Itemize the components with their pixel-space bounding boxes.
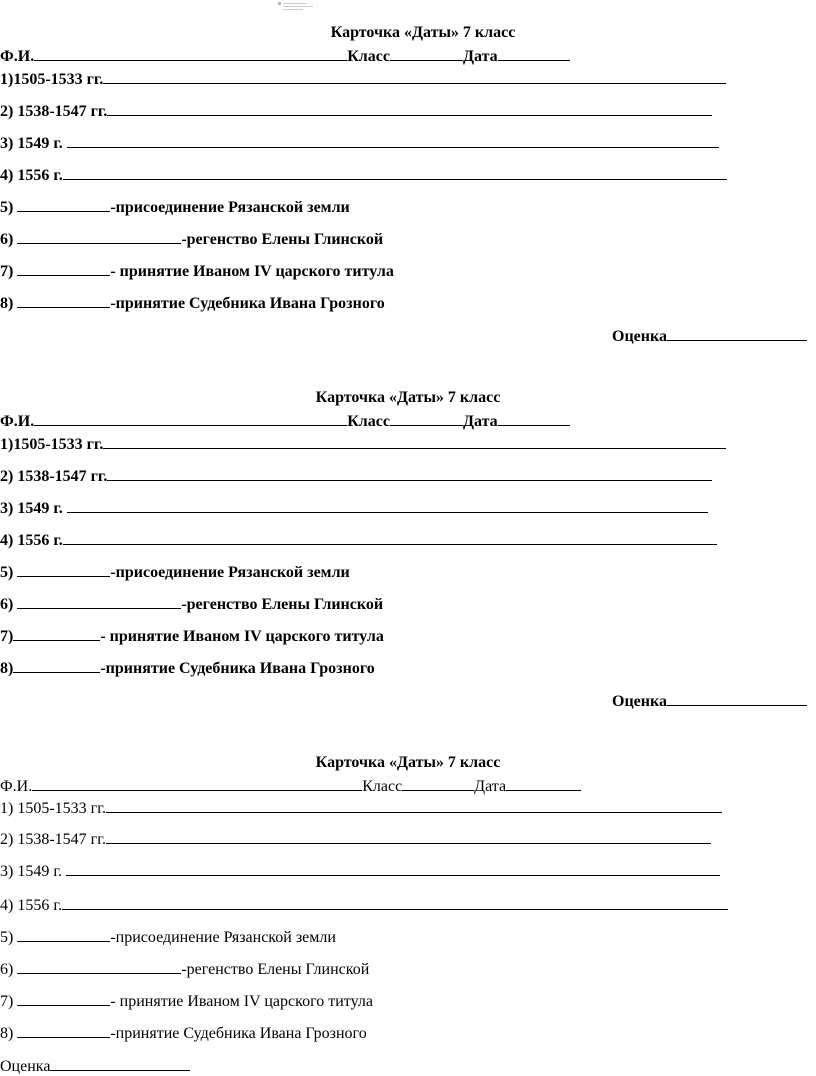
- fill-item: [0, 959, 369, 977]
- fill-item: [0, 229, 383, 247]
- date-item-label: 2) 1538-1547 гг.: [0, 468, 108, 485]
- date-label: Дата: [462, 413, 498, 430]
- answer-blank[interactable]: [63, 530, 717, 545]
- fill-item-text: -принятие Судебника Ивана Грозного: [100, 660, 375, 677]
- fill-item: [0, 1023, 367, 1041]
- date-item: [0, 895, 728, 913]
- date-item-label: 3) 1549 г.: [0, 500, 67, 517]
- answer-blank[interactable]: [17, 562, 110, 577]
- fill-item-number: 6): [0, 231, 18, 248]
- answer-blank[interactable]: [17, 229, 181, 244]
- class-label: Класс: [347, 48, 390, 65]
- date-blank[interactable]: [506, 776, 581, 791]
- answer-blank[interactable]: [17, 991, 110, 1006]
- fio-row: [0, 46, 570, 64]
- date-item-label: 4) 1556 г.: [0, 167, 63, 184]
- fill-item-number: 8): [0, 295, 18, 312]
- date-item: [0, 69, 726, 87]
- answer-blank[interactable]: [17, 1023, 110, 1038]
- fill-item-text: -регенство Елены Глинской: [181, 961, 370, 978]
- answer-blank[interactable]: [17, 197, 110, 212]
- fill-item-number: 7): [0, 628, 14, 645]
- fill-item: [0, 658, 375, 676]
- fio-blank[interactable]: [34, 46, 347, 61]
- fill-item-number: 8): [0, 1025, 18, 1042]
- class-blank[interactable]: [390, 46, 463, 61]
- fill-item-text: -принятие Судебника Ивана Грозного: [110, 295, 385, 312]
- fill-item-text: -присоединение Рязанской земли: [110, 564, 350, 581]
- answer-blank[interactable]: [67, 133, 719, 148]
- fill-item-text: -присоединение Рязанской земли: [110, 199, 350, 216]
- date-item: [0, 101, 712, 119]
- answer-blank[interactable]: [107, 101, 712, 116]
- fill-item-text: -регенство Елены Глинской: [181, 596, 384, 613]
- answer-blank[interactable]: [103, 69, 726, 84]
- date-item: [0, 530, 717, 548]
- fill-item: [0, 594, 383, 612]
- date-item: [0, 434, 726, 452]
- fio-label: Ф.И.: [0, 778, 33, 795]
- fill-item-text: -присоединение Рязанской земли: [110, 929, 336, 946]
- date-item: [0, 133, 719, 151]
- header-logo-image: [278, 2, 318, 16]
- fill-item-number: 8): [0, 660, 14, 677]
- fill-item-number: 6): [0, 961, 18, 978]
- grade-row: [612, 326, 807, 346]
- date-item: [0, 498, 708, 516]
- class-label: Класс: [362, 778, 403, 795]
- fill-item-number: 6): [0, 596, 18, 613]
- fill-item-number: 7): [0, 993, 18, 1010]
- date-label: Дата: [462, 48, 498, 65]
- card-title: Карточка «Даты» 7 класс: [315, 389, 501, 406]
- answer-blank[interactable]: [62, 895, 728, 910]
- answer-blank[interactable]: [67, 498, 708, 513]
- answer-blank[interactable]: [66, 861, 720, 876]
- answer-blank[interactable]: [106, 798, 722, 813]
- date-blank[interactable]: [498, 411, 570, 426]
- class-label: Класс: [347, 413, 390, 430]
- fill-item-text: - принятие Иваном IV царского титула: [100, 628, 384, 645]
- fill-item: [0, 197, 350, 215]
- date-item-label: 4) 1556 г.: [0, 897, 63, 914]
- date-item-label: 1)1505-1533 гг.: [0, 436, 104, 453]
- fill-item-number: 7): [0, 263, 18, 280]
- grade-blank[interactable]: [667, 326, 807, 341]
- fio-row: [0, 411, 570, 429]
- fill-item: [0, 293, 385, 311]
- fill-item-text: -регенство Елены Глинской: [181, 231, 384, 248]
- fill-item-text: - принятие Иваном IV царского титула: [110, 993, 373, 1010]
- answer-blank[interactable]: [106, 829, 711, 844]
- fill-item: [0, 991, 373, 1009]
- fill-item-number: 5): [0, 199, 18, 216]
- grade-row: [0, 1056, 190, 1074]
- grade-label: Оценка: [0, 1058, 51, 1075]
- date-item-label: 3) 1549 г.: [0, 135, 67, 152]
- answer-blank[interactable]: [17, 927, 110, 942]
- grade-label: Оценка: [612, 693, 667, 710]
- card-title: Карточка «Даты» 7 класс: [315, 754, 501, 771]
- fill-item: [0, 927, 336, 945]
- fio-label: Ф.И.: [0, 413, 35, 430]
- grade-row: [612, 691, 807, 711]
- answer-blank[interactable]: [17, 293, 110, 308]
- date-item: [0, 466, 712, 484]
- fill-item-number: 5): [0, 929, 18, 946]
- date-item-label: 2) 1538-1547 гг.: [0, 103, 108, 120]
- date-item-label: 3) 1549 г.: [0, 863, 67, 880]
- grade-label: Оценка: [612, 328, 667, 345]
- fill-item: [0, 562, 350, 580]
- fill-item: [0, 261, 394, 279]
- answer-blank[interactable]: [107, 466, 712, 481]
- date-item-label: 1) 1505-1533 гг.: [0, 800, 106, 817]
- date-blank[interactable]: [498, 46, 570, 61]
- fill-item-text: -принятие Судебника Ивана Грозного: [110, 1025, 367, 1042]
- date-item: [0, 165, 727, 183]
- card-title: Карточка «Даты» 7 класс: [330, 24, 516, 41]
- answer-blank[interactable]: [13, 626, 100, 641]
- fio-row: [0, 776, 581, 794]
- fill-item-text: - принятие Иваном IV царского титула: [110, 263, 394, 280]
- fio-label: Ф.И.: [0, 48, 35, 65]
- date-item: [0, 798, 722, 816]
- date-item: [0, 861, 720, 879]
- fill-item-number: 5): [0, 564, 18, 581]
- class-blank[interactable]: [402, 776, 474, 791]
- answer-blank[interactable]: [13, 658, 100, 673]
- class-blank[interactable]: [390, 411, 463, 426]
- date-item-label: 1)1505-1533 гг.: [0, 71, 104, 88]
- answer-blank[interactable]: [103, 434, 726, 449]
- date-item-label: 2) 1538-1547 гг.: [0, 831, 106, 848]
- fio-blank[interactable]: [32, 776, 362, 791]
- answer-blank[interactable]: [63, 165, 727, 180]
- grade-blank[interactable]: [667, 691, 807, 706]
- date-label: Дата: [474, 778, 507, 795]
- answer-blank[interactable]: [17, 594, 181, 609]
- fill-item: [0, 626, 384, 644]
- answer-blank[interactable]: [17, 959, 181, 974]
- date-item-label: 4) 1556 г.: [0, 532, 63, 549]
- fio-blank[interactable]: [34, 411, 347, 426]
- grade-blank[interactable]: [50, 1056, 190, 1071]
- answer-blank[interactable]: [17, 261, 110, 276]
- date-item: [0, 829, 711, 847]
